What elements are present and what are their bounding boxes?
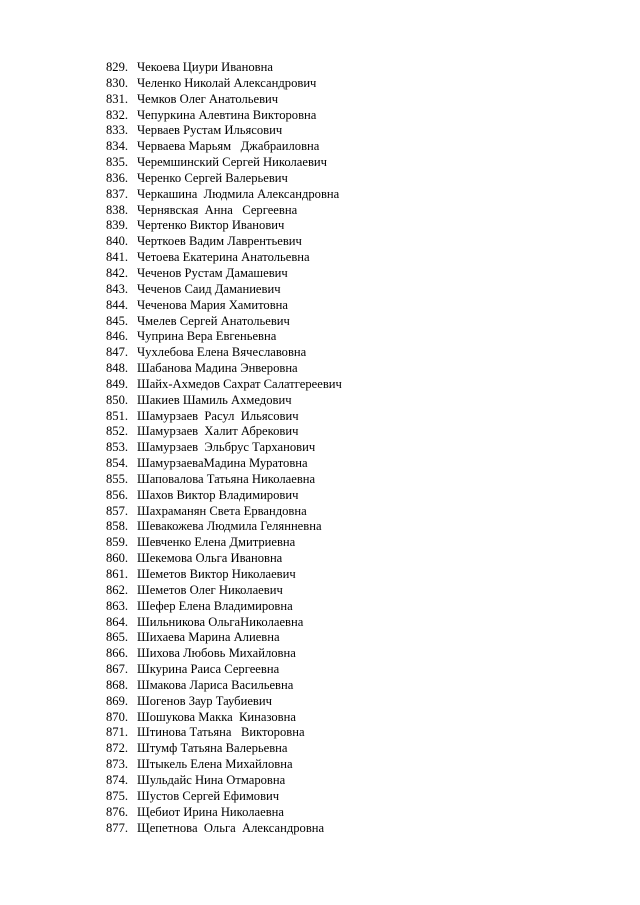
entry-number: 832. [106,107,129,122]
entry-name: Щебиот Ирина Николаевна [137,804,285,819]
entry-name: Шамурзаев Халит Абрекович [137,424,299,439]
entry-name: Шефер Елена Владимировна [137,598,293,613]
entry-number: 856. [106,487,129,502]
entry-name: Чекоева Циури Ивановна [137,60,273,74]
list-item [100,361,342,377]
entry-number: 845. [106,313,129,328]
entry-number: 864. [106,614,129,629]
entry-number: 844. [106,297,129,312]
list-item [100,519,342,535]
list-item [100,250,342,266]
list-item [100,424,342,440]
entry-name: Чертенко Виктор Иванович [137,218,285,233]
list-item [100,440,342,456]
entry-number: 875. [106,788,129,803]
list-item [100,805,342,821]
entry-number: 846. [106,329,129,344]
entry-number: 858. [106,519,129,534]
entry-number: 829. [106,60,129,74]
entry-name: Шогенов Заур Таубиевич [137,693,272,708]
entry-name: Шевакожева Людмила Гелянневна [137,519,322,534]
entry-number: 872. [106,741,129,756]
list-item [100,488,342,504]
entry-name: Шахраманян Света Ервандовна [137,503,307,518]
entry-name: Шеметов Виктор Николаевич [137,567,296,581]
list-item [100,551,342,567]
entry-number: 837. [106,186,129,201]
list-item [100,615,342,631]
entry-number: 857. [106,503,129,518]
entry-number: 831. [106,91,129,106]
entry-number: 852. [106,424,129,439]
entry-number: 861. [106,567,129,581]
entry-name: Чмелев Сергей Анатольевич [137,313,290,328]
entry-name: Черткоев Вадим Лаврентьевич [137,234,302,249]
entry-name: Шайх-Ахмедов Сахрат Салатгереевич [137,376,342,391]
entry-name: ШамурзаеваМадина Муратовна [137,456,308,471]
entry-number: 855. [106,471,129,486]
entry-number: 840. [106,234,129,249]
entry-number: 869. [106,693,129,708]
entry-number: 871. [106,725,129,740]
entry-name: Чухлебова Елена Вячеславовна [137,345,307,360]
list-item [100,757,342,773]
entry-name: Черваева Марьям Джабраиловна [137,139,320,154]
entry-name: Черемшинский Сергей Николаевич [137,155,327,170]
entry-number: 833. [106,123,129,138]
list-item [100,76,342,92]
entry-number: 868. [106,677,129,692]
entry-number: 849. [106,376,129,391]
name-list [100,60,342,836]
list-item [100,741,342,757]
entry-number: 867. [106,662,129,677]
entry-name: Шакиев Шамиль Ахмедович [137,392,292,407]
entry-number: 842. [106,265,129,280]
entry-name: Шульдайс Нина Отмаровна [137,772,286,787]
list-item [100,409,342,425]
list-item [100,92,342,108]
list-item [100,472,342,488]
entry-name: Шкурина Раиса Сергеевна [137,662,280,677]
entry-number: 839. [106,218,129,233]
list-item [100,123,342,139]
list-item [100,456,342,472]
entry-name: Чуприна Вера Евгеньевна [137,329,277,344]
list-item [100,725,342,741]
entry-number: 866. [106,646,129,661]
entry-number: 873. [106,757,129,772]
entry-name: Шихаева Марина Алиевна [137,630,280,645]
entry-name: Чеченов Рустам Дамашевич [137,265,288,280]
entry-name: Шамурзаев Расул Ильясович [137,408,299,423]
entry-number: 859. [106,535,129,550]
entry-number: 860. [106,551,129,566]
entry-name: Черваев Рустам Ильясович [137,123,283,138]
list-item [100,60,342,76]
list-item [100,504,342,520]
entry-name: Шихова Любовь Михайловна [137,646,296,661]
list-item [100,203,342,219]
entry-number: 862. [106,582,129,597]
entry-number: 843. [106,281,129,296]
list-item [100,298,342,314]
entry-name: Черкашина Людмила Александровна [137,186,340,201]
entry-name: Чеченова Мария Хамитовна [137,297,289,312]
entry-name: Шеметов Олег Николаевич [137,582,283,597]
list-item [100,393,342,409]
list-item [100,710,342,726]
entry-name: Штыкель Елена Михайловна [137,757,293,772]
list-item [100,155,342,171]
list-item [100,646,342,662]
entry-name: Шабанова Мадина Энверовна [137,361,298,376]
list-item [100,218,342,234]
entry-number: 851. [106,408,129,423]
list-item [100,187,342,203]
entry-name: Щепетнова Ольга Александровна [137,820,325,835]
list-item [100,583,342,599]
list-item [100,773,342,789]
list-item [100,108,342,124]
entry-number: 853. [106,440,129,455]
entry-number: 863. [106,598,129,613]
list-item [100,345,342,361]
entry-number: 848. [106,361,129,376]
entry-name: Четоева Екатерина Анатольевна [137,250,310,265]
list-item [100,599,342,615]
entry-number: 841. [106,250,129,265]
entry-number: 834. [106,139,129,154]
entry-name: Чеченов Саид Даманиевич [137,281,281,296]
list-item [100,694,342,710]
entry-name: Чепуркина Алевтина Викторовна [137,107,317,122]
entry-number: 876. [106,804,129,819]
entry-number: 830. [106,75,129,90]
entry-number: 850. [106,392,129,407]
list-item [100,266,342,282]
entry-number: 854. [106,456,129,471]
entry-name: Черенко Сергей Валерьевич [137,170,288,185]
list-item [100,630,342,646]
entry-number: 835. [106,155,129,170]
entry-name: Штинова Татьяна Викторовна [137,725,305,740]
list-item [100,662,342,678]
list-item [100,139,342,155]
list-item [100,171,342,187]
list-item [100,535,342,551]
entry-number: 874. [106,772,129,787]
list-item [100,377,342,393]
list-item [100,821,342,837]
entry-number: 847. [106,345,129,360]
list-item [100,234,342,250]
entry-name: Шекемова Ольга Ивановна [137,551,283,566]
entry-name: Шамурзаев Эльбрус Тарханович [137,440,316,455]
entry-name: Шмакова Лариса Васильевна [137,677,294,692]
entry-name: Шошукова Макка Киназовна [137,709,296,724]
entry-name: Шаповалова Татьяна Николаевна [137,471,316,486]
entry-name: Штумф Татьяна Валерьевна [137,741,288,756]
entry-name: Шевченко Елена Дмитриевна [137,535,296,550]
entry-name: Шахов Виктор Владимирович [137,487,299,502]
list-item [100,789,342,805]
entry-number: 877. [106,820,129,835]
entry-number: 870. [106,709,129,724]
entry-name: Шустов Сергей Ефимович [137,788,280,803]
entry-number: 838. [106,202,129,217]
list-item [100,329,342,345]
entry-name: Чемков Олег Анатольевич [137,91,279,106]
entry-number: 865. [106,630,129,645]
entry-number: 836. [106,170,129,185]
entry-name: Чернявская Анна Сергеевна [137,202,298,217]
list-item [100,567,342,583]
entry-name: Челенко Николай Александрович [137,75,317,90]
list-item [100,314,342,330]
entry-name: Шильникова ОльгаНиколаевна [137,614,304,629]
list-item [100,678,342,694]
list-item [100,282,342,298]
